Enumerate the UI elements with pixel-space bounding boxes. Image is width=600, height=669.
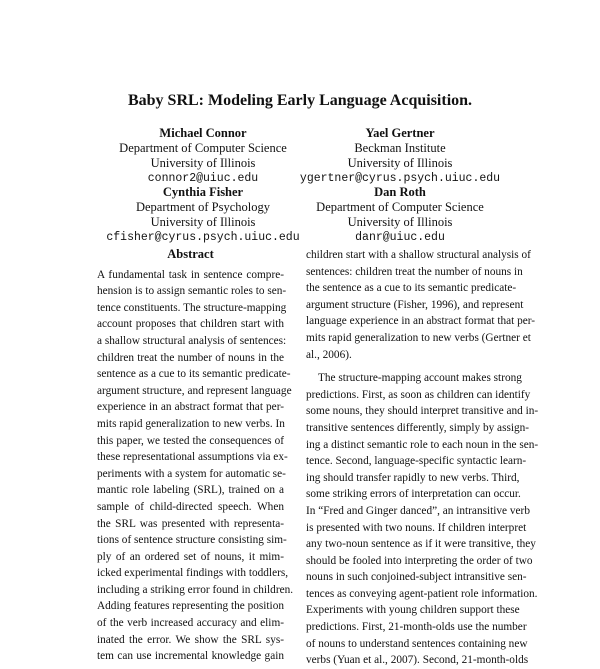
author-affiliation: University of Illinois [347, 156, 453, 170]
text-line: language experience in an abstract format that per- [306, 315, 536, 328]
author-affiliation: Department of Psychology [135, 200, 270, 214]
author-name: Michael Connor [159, 126, 247, 140]
author-block [280, 185, 520, 245]
text-line: verbs (Yuan et al., 2007). Second, 21-month-olds [306, 654, 529, 667]
text-line: children start with a shallow structural analysis of [306, 249, 531, 261]
text-line: predictions. First, as soon as children can identify [306, 388, 531, 401]
author-email: connor2@uiuc.edu [147, 172, 259, 185]
text-line: children treat the number of nouns in the [97, 351, 284, 364]
text-line: sample of child-directed speech. When [97, 500, 284, 513]
body-column [306, 247, 539, 669]
text-line: transitive sentences differently, simply by assign- [306, 421, 530, 434]
text-line: these representational assumptions via ex- [97, 451, 288, 464]
author-email: cfisher@cyrus.psych.uiuc.edu [106, 231, 300, 244]
text-line: icked experimental findings with toddlers, [97, 567, 289, 580]
author-affiliation: Department of Computer Science [119, 141, 287, 155]
paragraph-gap [306, 363, 504, 370]
text-line: sentence as a cue to its semantic predicate- [97, 368, 291, 381]
text-line: a shallow structural analysis of sentences: [97, 334, 287, 347]
paper-title: Baby SRL: Modeling Early Language Acquisition. [127, 92, 473, 109]
text-line: the sentence as a cue to its semantic predicate- [306, 282, 517, 295]
author-email: danr@uiuc.edu [355, 231, 445, 244]
text-line: sentences: children treat the number of nouns in [306, 265, 523, 278]
text-line: inated the error. We show the SRL sys- [97, 633, 284, 646]
text-line: of the verb increased accuracy and elim- [97, 617, 284, 630]
text-line: account proposes that children start with [97, 318, 284, 331]
author-block [280, 126, 520, 186]
text-line: ply of an ordered set of nouns, it mim- [97, 550, 284, 563]
author-affiliation: University of Illinois [150, 156, 256, 170]
text-line: this paper, we tested the consequences of [97, 434, 284, 447]
text-line: tence constituents. The structure-mapping [97, 301, 287, 314]
text-line: tences as conveying agent-patient role information. [306, 587, 538, 600]
text-line: The structure-mapping account makes strong [318, 372, 522, 385]
text-line: mits rapid generalization to new verbs. In [97, 417, 285, 430]
author-affiliation: University of Illinois [347, 215, 453, 229]
text-line: experience in an abstract format that per- [97, 401, 284, 414]
text-line: nouns in such conjoined-subject intransitive sen- [306, 571, 527, 584]
text-line: Experiments with young children support these [306, 604, 520, 617]
text-line: ing should transfer rapidly to new verbs. Third, [306, 471, 520, 484]
text-line: tence. Second, language-specific syntactic learn- [306, 455, 527, 468]
text-line: tions of sentence structure consisting sim- [97, 534, 287, 547]
author-affiliation: University of Illinois [150, 215, 256, 229]
text-line: some striking errors of interpretation can occur. [306, 488, 521, 501]
text-line: In “Fred and Ginger danced”, an intransitive verb [306, 504, 530, 517]
text-line: Adding features representing the position [97, 600, 284, 613]
author-affiliation: Department of Computer Science [316, 200, 484, 214]
text-line: any two-noun sentence as if it were transitive, they [306, 538, 536, 551]
text-line: some nouns, they should interpret transitive and in- [306, 405, 539, 418]
text-line: including a striking error found in children. [97, 583, 294, 596]
text-line: mantic role labeling (SRL), trained on a [97, 484, 284, 497]
abstract-column [97, 246, 294, 665]
text-line: is presented with two nouns. If children interpret [306, 521, 527, 534]
text-line: al., 2006). [306, 348, 352, 361]
text-line: mits rapid generalization to new verbs (Gertner et [306, 331, 531, 344]
author-affiliation: Beckman Institute [354, 141, 446, 155]
author-name: Cynthia Fisher [162, 185, 244, 199]
text-line: argument structure, and represent language [97, 384, 292, 397]
text-line: tem can use incremental knowledge gain [97, 650, 284, 663]
text-line: predictions. First, 21-month-olds use the number [306, 621, 527, 634]
text-line: argument structure (Fisher, 1996), and represent [306, 298, 524, 311]
text-line: ing a distinct semantic role to each noun in the sen- [306, 438, 539, 451]
text-line: A fundamental task in sentence compre- [97, 268, 284, 281]
abstract-heading: Abstract [167, 247, 214, 261]
author-name: Yael Gertner [365, 126, 435, 140]
author-email: ygertner@cyrus.psych.uiuc.edu [299, 172, 501, 185]
text-line: of nouns to understand sentences containing new [306, 637, 528, 650]
text-line: hension is to assign semantic roles to sen- [97, 285, 287, 298]
text-line: the SRL was presented with representa- [97, 517, 284, 530]
text-line: periments with a system for automatic se- [97, 467, 286, 480]
text-line: should be fooled into interpreting the order of two [306, 554, 533, 567]
author-name: Dan Roth [374, 185, 426, 199]
